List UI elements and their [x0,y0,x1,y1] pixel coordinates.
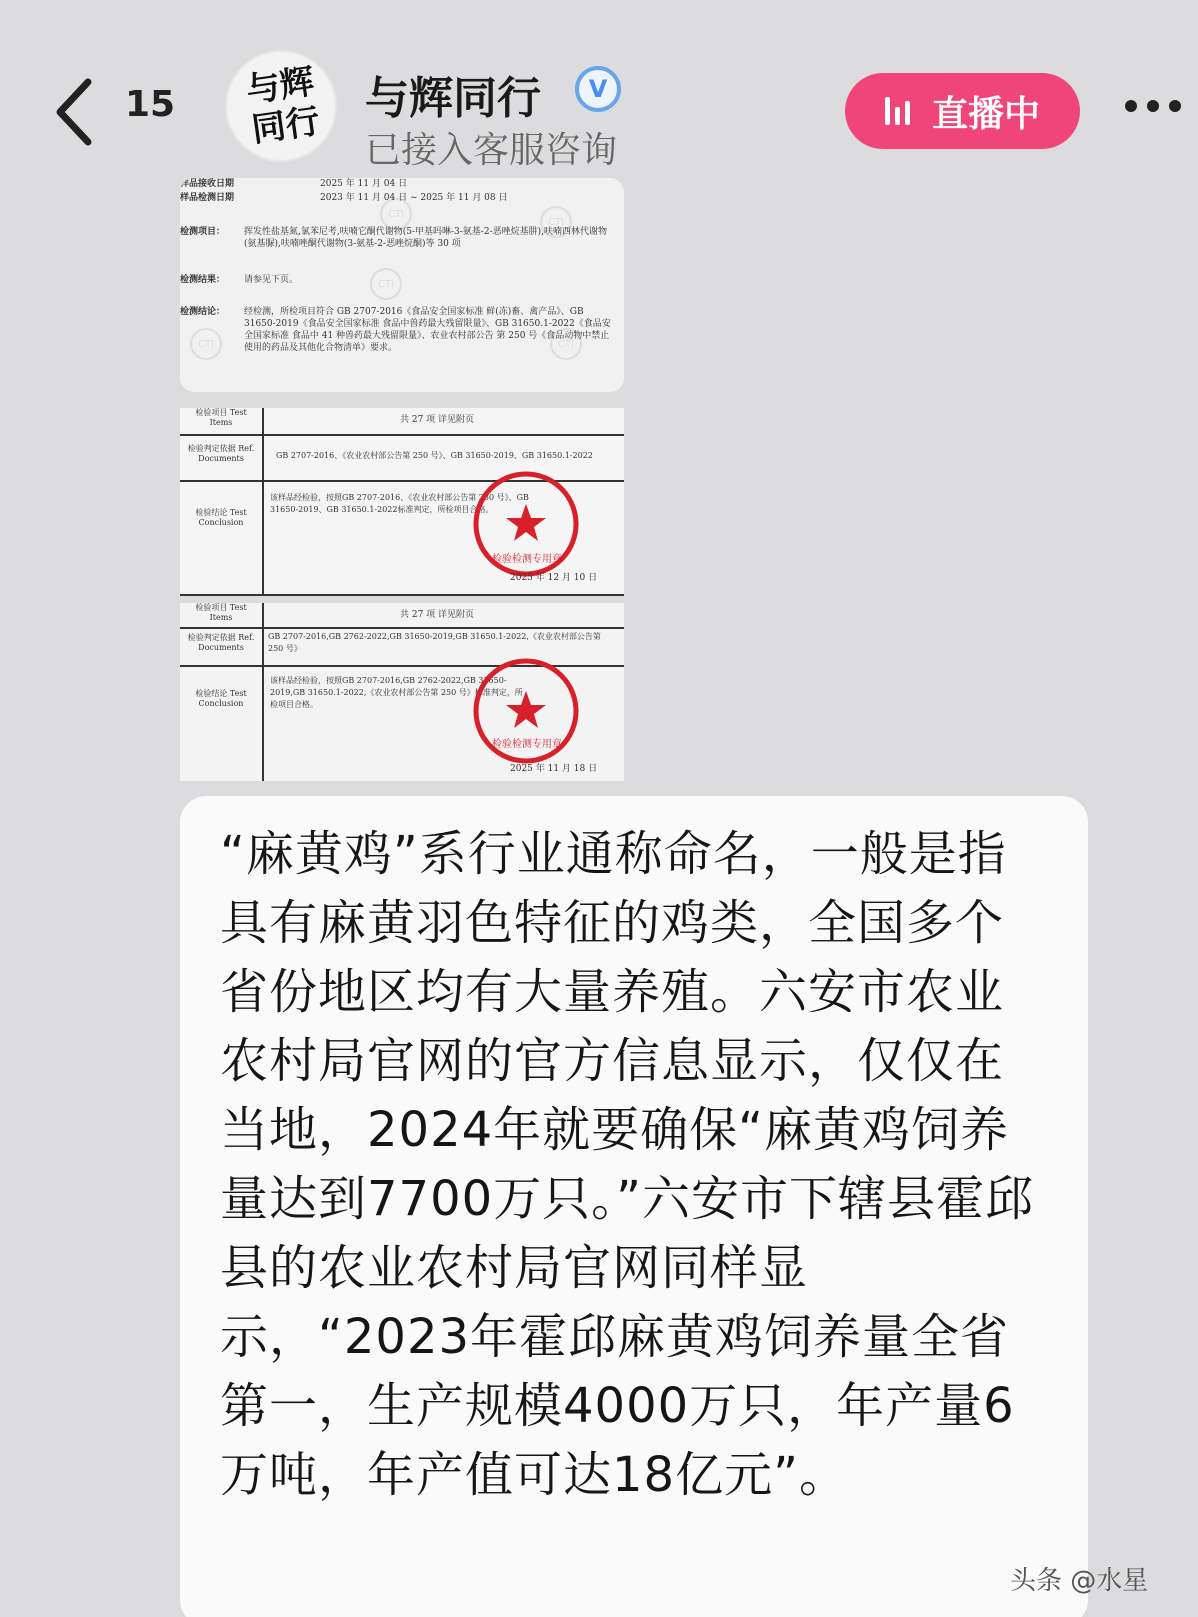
verified-icon: V [575,66,621,112]
items-text: 挥发性盐基氮,氯苯尼考,呋喃它酮代谢物(5-甲基吗啉-3-氨基-2-恶唑烷基肼),呋喃西林代谢物(氨基脲),呋喃唑酮代谢物(3-氨基-2-恶唑烷酮)等 30 项 [244,227,607,249]
message-bubble[interactable] [180,796,1088,1617]
row1-label: 检验项目 Test Items [195,408,247,427]
conclusion-text: 经检测，所检项目符合 GB 2707-2016《食品安全国家标准 鲜(冻)畜、禽产品》、GB 31650-2019《食品安全国家标准 食品中兽药最大残留限量》、GB 31650.1-2022《食品安全国家标准 食品中 41 种兽药最大残留限量》、农业农村部公告 第 250 号《食品动物中禁止使用的药品及其他化合物清单》要求。 [244,307,611,353]
live-bars-icon [885,97,910,125]
row3-label: 检验结论 Test Conclusion [195,508,247,527]
chevron-left-icon [48,72,108,152]
row3-value: 该样品经检验，按照GB 2707-2016、《农业农村部公告第 250 号》、GB 31650-2019、GB 31650.1-2022标准判定，所检项目合格。 [270,493,529,514]
stamp-text: 检验检测专用章 [492,739,562,750]
contact-status: 已接入客服咨询 [365,130,618,171]
row2-value: GB 2707-2016,GB 2762-2022,GB 31650-2019,GB 31650.1-2022,《农业农村部公告第 250 号》 [268,632,601,653]
test-date-label: 样品检测日期 [180,193,235,203]
row2-label: 检验判定依据 Ref. Documents [187,444,255,463]
receive-date-label: 样品接收日期 [180,179,235,189]
row3-label: 检验结论 Test Conclusion [195,689,247,708]
live-label: 直播中 [931,93,1040,135]
avatar-logo-text: 与辉同行 [243,61,323,151]
message-text: “麻黄鸡”系行业通称命名，一般是指具有麻黄羽色特征的鸡类，全国多个省份地区均有大量养殖。六安市农业农村局官网的官方信息显示，仅仅在当地，2024年就要确保“麻黄鸡饲养量达到7700万只。”六安市下辖县霍邱县的农业农村局官网同样显示，“2023年霍邱麻黄鸡饲养量全省第一，生产规模4000万只，年产量6万吨，年产值可达18亿元”。 [220,826,1035,1503]
more-options-icon[interactable] [1125,100,1187,120]
row2-value: GB 2707-2016、《农业农村部公告第 250 号》、GB 31650-2019、GB 31650.1-2022 [276,451,593,460]
row3-value: 该样品经检验，按照GB 2707-2016,GB 2762-2022,GB 31650-2019,GB 31650.1-2022,《农业农村部公告第 250 号》标准判定，所检项目合格。 [270,676,523,709]
unread-count: 15 [125,84,176,125]
sign-date: 2025 年 11 月 18 日 [510,764,598,774]
test-date: 2023 年 11 月 04 日 ~ 2025 年 11 月 08 日 [320,193,508,203]
contact-name[interactable]: 与辉同行 [365,73,541,124]
result-label: 检测结果： [180,275,226,285]
row2-label: 检验判定依据 Ref. Documents [187,633,255,652]
live-button[interactable] [845,73,1080,149]
row1-value: 共 27 项 详见附页 [400,610,475,620]
report-image-3[interactable] [180,603,624,781]
conclusion-label: 检测结论： [180,307,226,317]
sign-date: 2025 年 12 月 10 日 [510,573,598,583]
stamp-text: 检验检测专用章 [492,554,562,565]
receive-date: 2025 年 11 月 04 日 [320,179,408,189]
report-image-1[interactable]: CTI CTI CTI CTI CTI 样品接收日期 2025 年 11 月 04 日 样品检测日期 2023 年 11 月 04 日 ~ 2025 年 11 月 08 日 检测项目： 挥发性盐基氮,氯苯尼考,呋喃它酮代谢物(5-甲基吗啉-3-氨基-2-恶唑烷基肼),呋喃西林代谢物(氨基脲),呋喃唑酮代谢物(3-氨基-2-恶唑烷酮)等 30 项 检测结果： 请参见下页。 检测结论： 经检测，所检项目符合 GB 2707-2016《食品安全国家标准 鲜(冻)畜、禽产品》、GB 31650-2019《食品安全国家标准 食品中兽药最大残留限量》、GB 31650.1-2022《食品安全国家标准 食品中 41 种兽药最大残留限量》、农业农村部公告 第 250 号《食品动物中禁止使用的药品及其他化合物清单》要求。 [180,178,624,392]
result-text: 请参见下页。 [244,275,299,285]
chat-header [0,0,1198,175]
items-label: 检测项目： [180,227,226,237]
source-watermark: 头条 @水星 [1010,1566,1149,1596]
row1-value: 共 27 项 详见附页 [400,415,475,425]
back-button[interactable] [48,72,108,152]
row1-label: 检验项目 Test Items [195,603,247,622]
avatar[interactable] [225,50,337,162]
report-image-2[interactable] [180,408,624,596]
